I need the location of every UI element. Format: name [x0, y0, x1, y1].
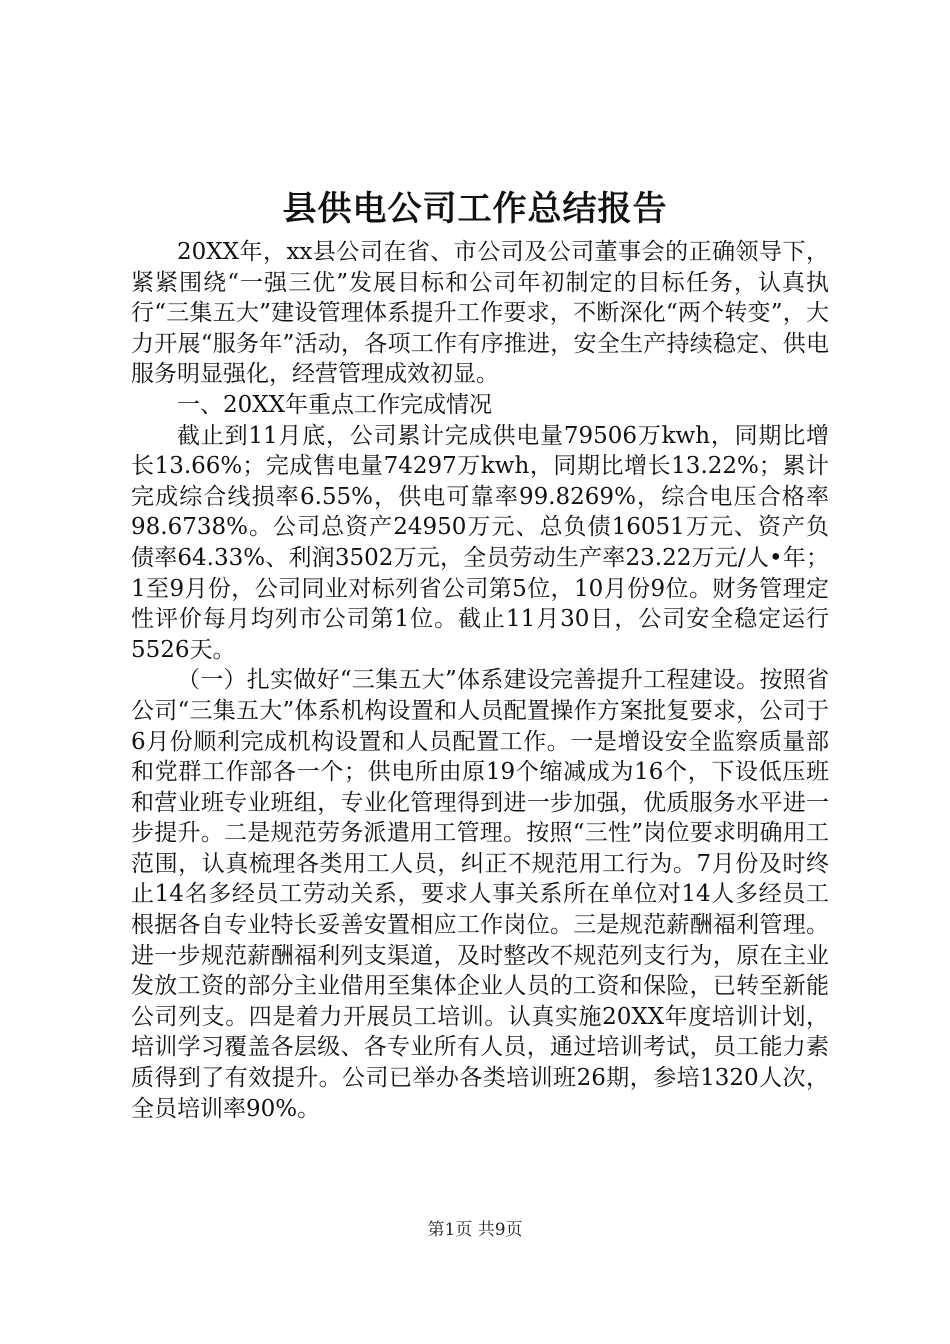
document-body — [131, 237, 829, 1124]
paragraph-intro: 20XX年，xx县公司在省、市公司及公司董事会的正确领导下，紧紧围绕“一强三优”发展目标和公司年初制定的目标任务，认真执行“三集五大”建设管理体系提升工作要求，不断深化“两个转变”，大力开展“服务年”活动，各项工作有序推进，安全生产持续稳定、供电服务明显强化，经营管理成效初显。 — [131, 239, 829, 388]
section-heading: 一、20XX年重点工作完成情况 — [177, 391, 493, 418]
document-title: 县供电公司工作总结报告 — [282, 189, 668, 229]
paragraph-statistics: 截止到11月底，公司累计完成供电量79506万kwh，同期比增长13.66%；完成售电量74297万kwh，同期比增长13.22%；累计完成综合线损率6.55%，供电可靠率99.8269%，综合电压合格率98.6738%。公司总资产24950万元、总负债16051万元、资产负债率64.33%、利润3502万元，全员劳动生产率23.22万元/人•年；1至9月份，公司同业对标列省公司第5位，10月份9位。财务管理定性评价每月均列市公司第1位。截止11月30日，公司安全稳定运行5526天。 — [131, 422, 829, 663]
page-number-footer: 第1页 共9页 — [427, 1220, 523, 1240]
paragraph-subsection-one: （一）扎实做好“三集五大”体系建设完善提升工程建设。按照省公司“三集五大”体系机构设置和人员配置操作方案批复要求，公司于6月份顺利完成机构设置和人员配置工作。一是增设安全监察质量部和党群工作部各一个；供电所由原19个缩减成为16个，下设低压班和营业班专业班组，专业化管理得到进一步加强，优质服务水平进一步提升。二是规范劳务派遣用工管理。按照“三性”岗位要求明确用工范围，认真梳理各类用工人员，纠正不规范用工行为。7月份及时终止14名多经员工劳动关系，要求人事关系所在单位对14人多经员工根据各自专业特长妥善安置相应工作岗位。三是规范薪酬福利管理。进一步规范薪酬福利列支渠道，及时整改不规范列支行为，原在主业发放工资的部分主业借用至集体企业人员的工资和保险，已转至新能公司列支。四是着力开展员工培训。认真实施20XX年度培训计划，培训学习覆盖各层级、各专业所有人员，通过培训考试，员工能力素质得到了有效提升。公司已举办各类培训班26期，参培1320人次，全员培训率90%。 — [131, 667, 829, 1122]
